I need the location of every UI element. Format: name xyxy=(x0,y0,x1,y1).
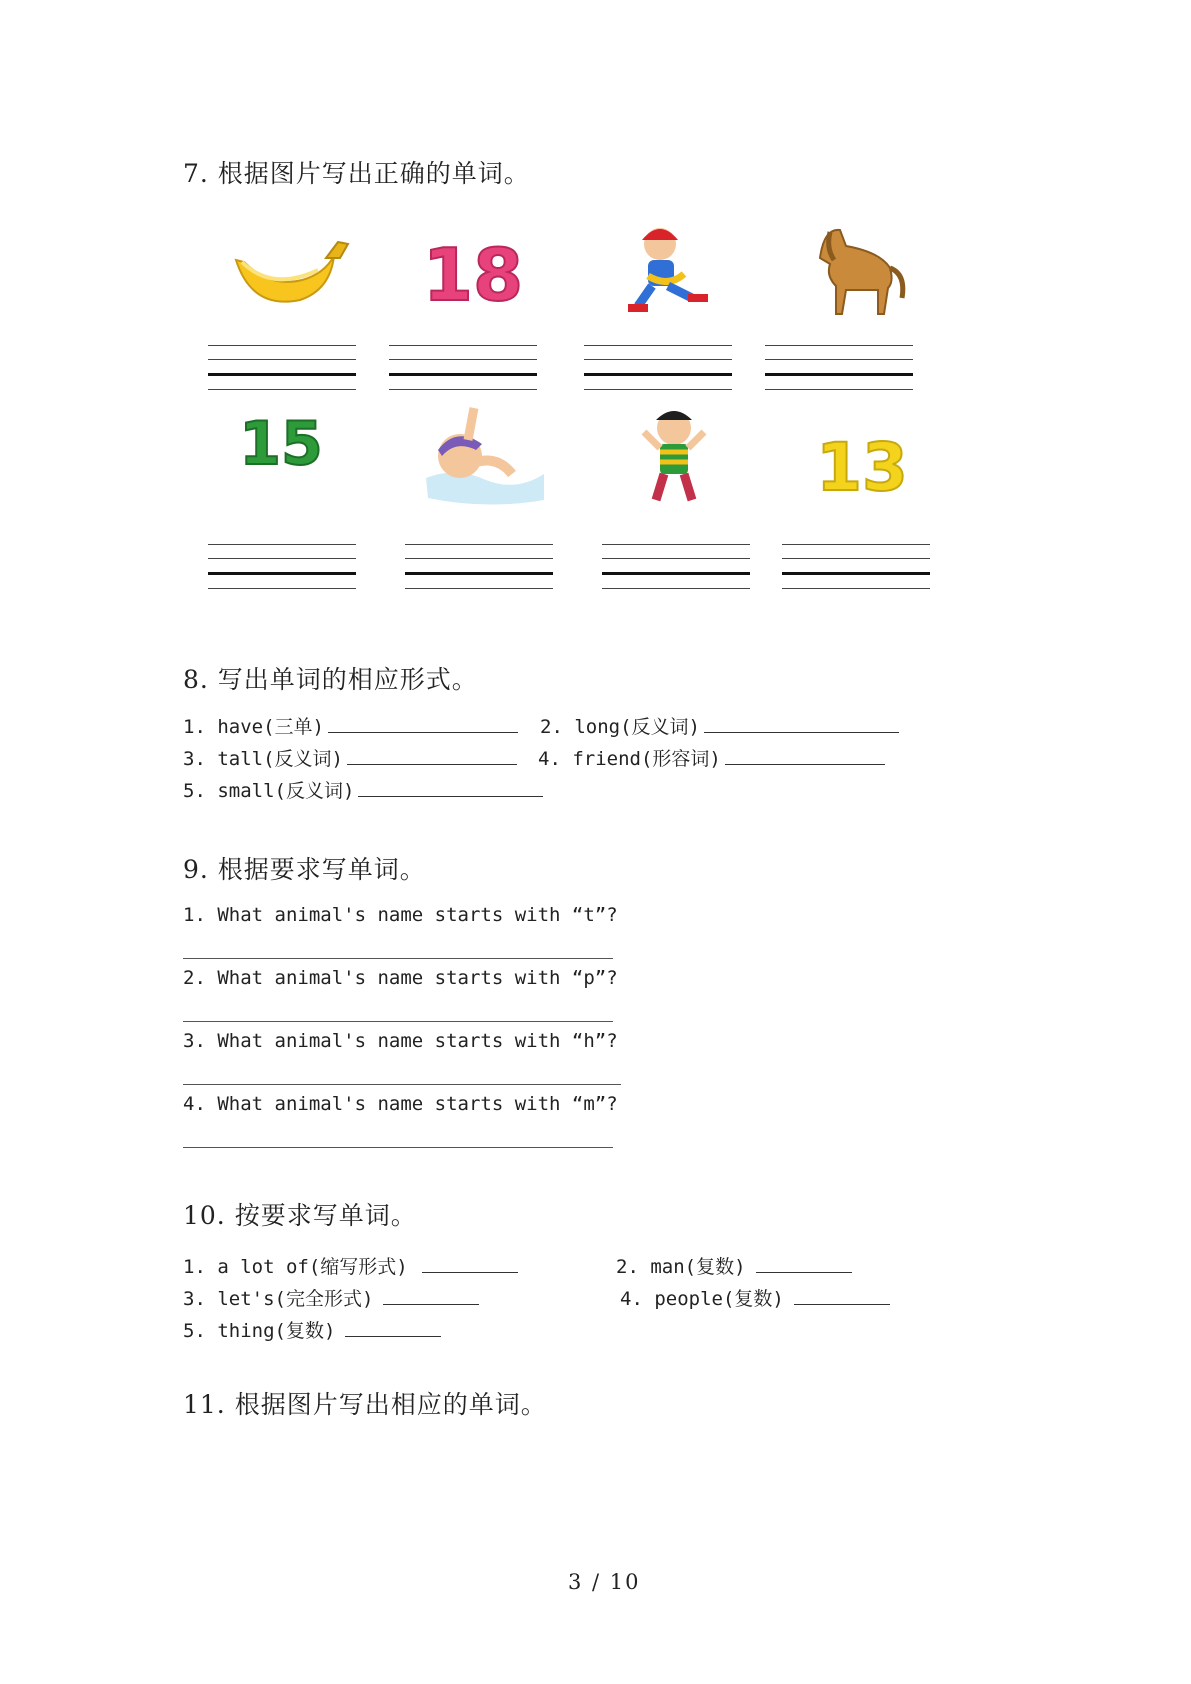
q8-item-3-blank[interactable] xyxy=(347,763,517,765)
q8-item-1 xyxy=(183,712,518,739)
q10-item-3-blank[interactable] xyxy=(383,1303,479,1305)
q8-item-2-label: 2. long(反义词) xyxy=(540,716,700,738)
q9-item-2: 2. What animal's name starts with “p”? xyxy=(183,967,618,989)
q10-item-2 xyxy=(616,1252,852,1279)
roller-skater-icon xyxy=(598,218,728,328)
q10-item-4 xyxy=(620,1284,890,1311)
q10-item-4-label: 4. people(复数) xyxy=(620,1288,784,1310)
q10-item-4-blank[interactable] xyxy=(794,1303,890,1305)
q10-item-3-label: 3. let's(完全形式) xyxy=(183,1288,374,1310)
q9-heading: 9. 根据要求写单词。 xyxy=(183,855,426,884)
q10-item-1-label: 1. a lot of(缩写形式) xyxy=(183,1256,408,1278)
number-13-label: 13 xyxy=(816,429,908,506)
q10-heading: 10. 按要求写单词。 xyxy=(183,1201,417,1230)
q9-answer-line-3[interactable] xyxy=(183,1084,621,1085)
answer-lines-1[interactable] xyxy=(208,345,356,391)
answer-lines-4[interactable] xyxy=(765,345,913,391)
q8-item-5 xyxy=(183,776,543,803)
q9-answer-line-4[interactable] xyxy=(183,1147,613,1148)
q8-item-3 xyxy=(183,744,517,771)
q9-item-3: 3. What animal's name starts with “h”? xyxy=(183,1030,618,1052)
number-15-icon xyxy=(216,398,346,508)
jumping-boy-icon xyxy=(608,404,738,514)
number-15-label: 15 xyxy=(239,409,323,479)
q10-item-2-blank[interactable] xyxy=(756,1271,852,1273)
q8-item-4-label: 4. friend(形容词) xyxy=(538,748,721,770)
horse-icon xyxy=(790,218,920,328)
answer-lines-7[interactable] xyxy=(602,544,750,590)
q10-item-3 xyxy=(183,1284,479,1311)
page-number: 3 / 10 xyxy=(568,1570,641,1594)
q10-item-1 xyxy=(183,1252,518,1279)
q7-heading: 7. 根据图片写出正确的单词。 xyxy=(183,159,530,188)
answer-lines-6[interactable] xyxy=(405,544,553,590)
q9-answer-line-1[interactable] xyxy=(183,958,613,959)
answer-lines-3[interactable] xyxy=(584,345,732,391)
q11-heading: 11. 根据图片写出相应的单词。 xyxy=(183,1390,547,1419)
q8-item-5-blank[interactable] xyxy=(358,795,543,797)
answer-lines-2[interactable] xyxy=(389,345,537,391)
q9-answer-line-2[interactable] xyxy=(183,1021,613,1022)
q10-item-2-label: 2. man(复数) xyxy=(616,1256,746,1278)
q10-item-5 xyxy=(183,1316,441,1343)
number-18-label: 18 xyxy=(422,233,524,317)
q8-item-5-label: 5. small(反义词) xyxy=(183,780,355,802)
q8-item-2-blank[interactable] xyxy=(704,731,899,733)
q8-item-2 xyxy=(540,712,899,739)
q8-heading: 8. 写出单词的相应形式。 xyxy=(183,665,478,694)
banana-icon xyxy=(222,218,352,328)
q8-item-3-label: 3. tall(反义词) xyxy=(183,748,343,770)
number-13-icon xyxy=(797,412,927,522)
q10-item-5-label: 5. thing(复数) xyxy=(183,1320,336,1342)
q8-item-4 xyxy=(538,744,885,771)
q8-item-1-blank[interactable] xyxy=(328,731,518,733)
swimmer-icon xyxy=(416,400,546,510)
q8-item-4-blank[interactable] xyxy=(725,763,885,765)
answer-lines-8[interactable] xyxy=(782,544,930,590)
answer-lines-5[interactable] xyxy=(208,544,356,590)
number-18-icon xyxy=(408,218,538,328)
q9-item-1: 1. What animal's name starts with “t”? xyxy=(183,904,618,926)
q9-item-4: 4. What animal's name starts with “m”? xyxy=(183,1093,618,1115)
q8-item-1-label: 1. have(三单) xyxy=(183,716,324,738)
q10-item-1-blank[interactable] xyxy=(422,1271,518,1273)
q10-item-5-blank[interactable] xyxy=(345,1335,441,1337)
